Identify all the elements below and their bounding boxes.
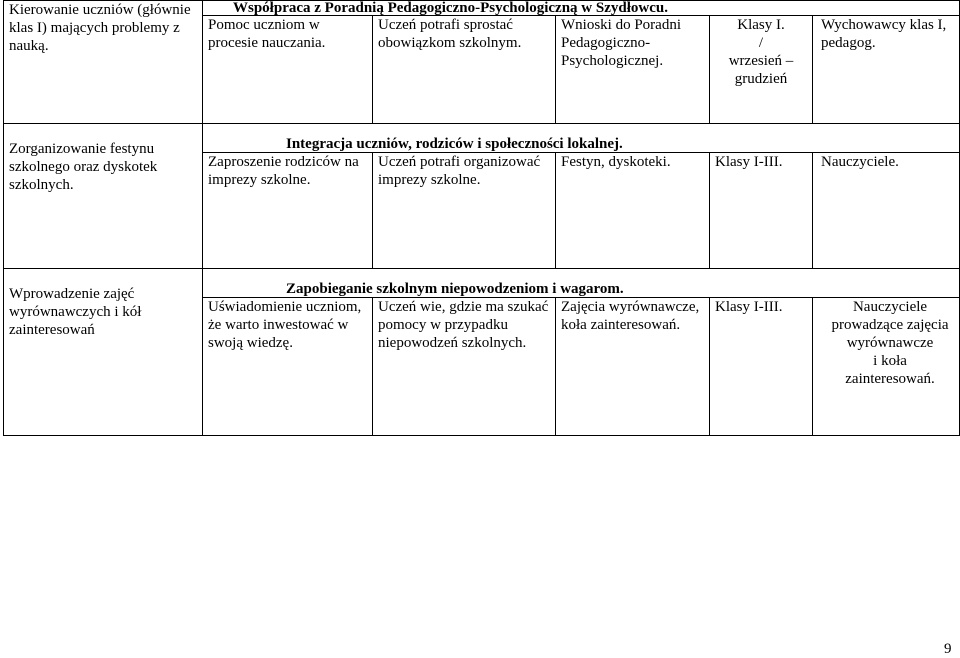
- cell-responsible: Nauczyciele.: [813, 153, 960, 269]
- table-row: [4, 124, 960, 153]
- cell-method: Uświadomienie uczniom, że warto inwestować w swoją wiedzę.: [203, 298, 373, 436]
- cell-form: Festyn, dyskoteki.: [556, 153, 710, 269]
- cell-responsible: Nauczyciele prowadzące zajęcia wyrównawcze i koła zainteresowań.: [813, 298, 960, 436]
- cell-term: Klasy I-III.: [710, 153, 813, 269]
- cell-method: Zaproszenie rodziców na imprezy szkolne.: [203, 153, 373, 269]
- cell-outcome: Uczeń potrafi organizować imprezy szkolne.: [373, 153, 556, 269]
- cell-form: Zajęcia wyrównawcze, koła zainteresowań.: [556, 298, 710, 436]
- cell-responsible: Wychowawcy klas I, pedagog.: [813, 16, 960, 124]
- plan-table: [3, 0, 960, 436]
- table-row: [4, 1, 960, 16]
- cell-term: Klasy I. / wrzesień – grudzień: [710, 16, 813, 124]
- cell-task: Zorganizowanie festynu szkolnego oraz dyskotek szkolnych.: [4, 124, 203, 269]
- cell-task: Kierowanie uczniów (głównie klas I) mających problemy z nauką.: [4, 1, 203, 124]
- cell-term: Klasy I-III.: [710, 298, 813, 436]
- cell-form: Wnioski do Poradni Pedagogiczno-Psychologicznej.: [556, 16, 710, 124]
- cell-method: Pomoc uczniom w procesie nauczania.: [203, 16, 373, 124]
- section-heading: Zapobieganie szkolnym niepowodzeniom i wagarom.: [203, 269, 960, 298]
- section-heading: Współpraca z Poradnią Pedagogiczno-Psychologiczną w Szydłowcu.: [203, 1, 960, 16]
- cell-task: Wprowadzenie zajęć wyrównawczych i kół zainteresowań: [4, 269, 203, 436]
- cell-outcome: Uczeń wie, gdzie ma szukać pomocy w przypadku niepowodzeń szkolnych.: [373, 298, 556, 436]
- page-number: 9: [944, 641, 952, 657]
- section-heading: Integracja uczniów, rodziców i społeczności lokalnej.: [203, 124, 960, 153]
- table-row: [4, 269, 960, 298]
- cell-outcome: Uczeń potrafi sprostać obowiązkom szkolnym.: [373, 16, 556, 124]
